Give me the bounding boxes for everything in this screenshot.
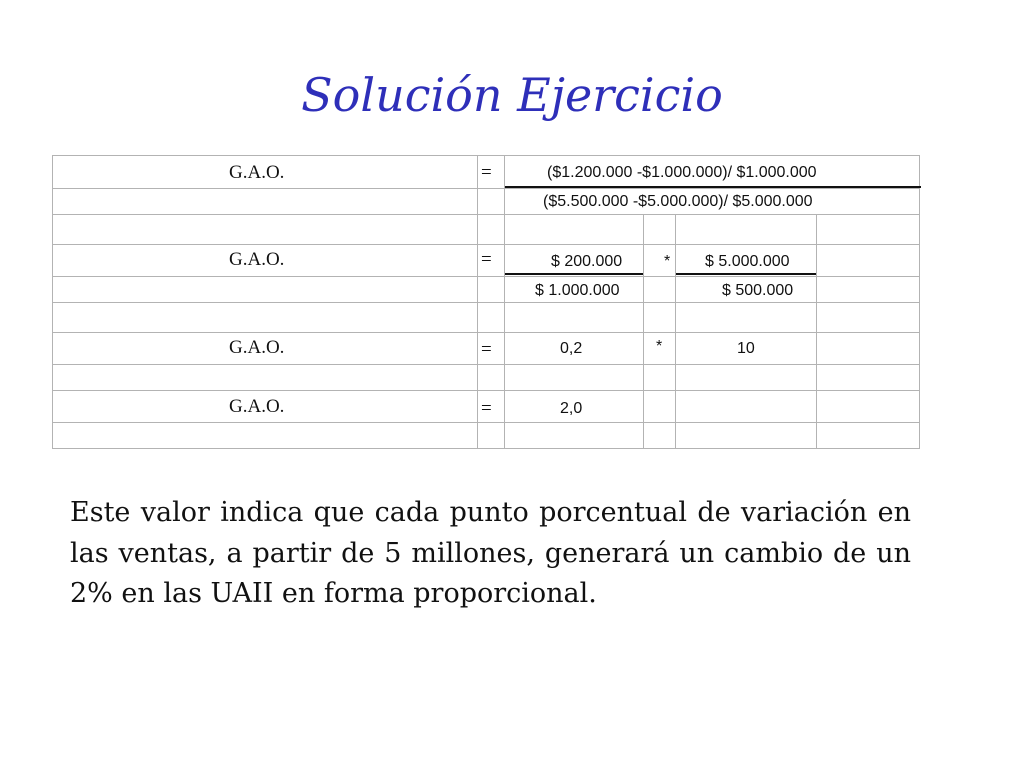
multiply-sign: * xyxy=(664,253,671,270)
final-result: 2,0 xyxy=(560,400,583,417)
fraction-bar xyxy=(505,186,921,188)
numerator-value-b: $ 5.000.000 xyxy=(705,253,790,270)
equals-sign: = xyxy=(481,339,492,360)
calculation-table xyxy=(52,155,920,449)
row-label: G.A.O. xyxy=(229,162,285,183)
fraction-bar xyxy=(676,273,816,275)
result-value-a: 0,2 xyxy=(560,340,583,357)
row-label: G.A.O. xyxy=(229,249,285,270)
numerator-formula: ($1.200.000 -$1.000.000)/ $1.000.000 xyxy=(547,164,817,181)
grid-line xyxy=(53,302,919,303)
explanation-paragraph: Este valor indica que cada punto porcentual de variación en las ventas, a partir de 5 millones, generará un cambio de un 2% en las UAII en forma proporcional. xyxy=(70,497,911,609)
row-label: G.A.O. xyxy=(229,396,285,417)
multiply-sign: * xyxy=(656,338,663,355)
grid-line xyxy=(675,214,676,448)
grid-line xyxy=(53,276,919,277)
row-label: G.A.O. xyxy=(229,337,285,358)
grid-line xyxy=(643,214,644,448)
grid-line xyxy=(53,364,919,365)
grid-line xyxy=(53,244,919,245)
slide-title: Solución Ejercicio xyxy=(301,68,723,122)
numerator-value-a: $ 200.000 xyxy=(551,253,623,270)
denominator-value-a: $ 1.000.000 xyxy=(535,282,620,299)
grid-line xyxy=(53,188,919,189)
fraction-bar xyxy=(505,273,643,275)
result-value-b: 10 xyxy=(737,340,755,357)
grid-line xyxy=(53,214,919,215)
equals-sign: = xyxy=(481,398,492,419)
denominator-formula: ($5.500.000 -$5.000.000)/ $5.000.000 xyxy=(543,193,813,210)
equals-sign: = xyxy=(481,162,492,183)
grid-line xyxy=(816,214,817,448)
grid-line xyxy=(53,390,919,391)
grid-line xyxy=(53,422,919,423)
denominator-value-b: $ 500.000 xyxy=(722,282,794,299)
equals-sign: = xyxy=(481,249,492,270)
grid-line xyxy=(53,332,919,333)
